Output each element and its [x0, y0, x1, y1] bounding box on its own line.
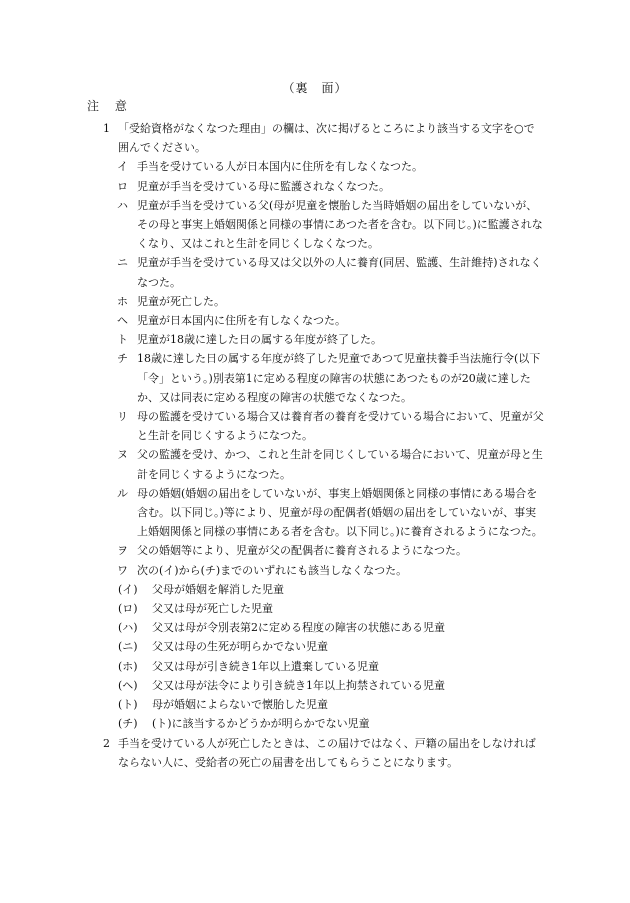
reason-item-ha	[103, 196, 545, 254]
reason-text: 児童が18歳に達した日の属する年度が終了した。	[137, 333, 382, 347]
reason-kana: ル	[117, 486, 128, 500]
sub-reason-label: (ハ)	[118, 621, 138, 635]
sub-reason-label: (ロ)	[118, 602, 138, 616]
sub-reason-label: (ホ)	[118, 659, 138, 673]
notes-content	[103, 119, 545, 772]
reason-item-nu	[103, 445, 545, 483]
reason-item-ro	[103, 177, 545, 196]
sub-reason-chi	[103, 714, 545, 733]
reason-text: 父の監護を受け、かつ、これと生計を同じくしている場合において、児童が母と生計を同じくするようになつた。	[137, 448, 543, 481]
sub-reason-text: 父又は母が引き続き1年以上遺棄している児童	[152, 659, 379, 673]
reason-text: 18歳に達した日の属する年度が終了した児童であつて児童扶養手当法施行令(以下「令」という。)別表第1に定める程度の障害の状態にあつたものが20歳に達したか、又は同表に定める程度の障害の状態でなくなつた。	[137, 352, 541, 404]
note-text: 「受給資格がなくなつた理由」の欄は、次に掲げるところにより該当する文字を○で囲んでください。	[118, 122, 535, 155]
note-number: 2	[103, 736, 110, 750]
reason-kana: ワ	[117, 563, 128, 577]
sub-reason-text: 母が婚姻によらないで懐胎した児童	[152, 698, 328, 712]
notes-label: 注 意	[87, 99, 133, 113]
reason-text: 児童が日本国内に住所を有しなくなつた。	[137, 314, 346, 328]
reason-item-wo	[103, 541, 545, 560]
sub-reason-text: 父母が婚姻を解消した児童	[152, 582, 284, 596]
reason-kana: ニ	[117, 256, 128, 270]
sub-reason-text: 父又は母の生死が明らかでない児童	[152, 640, 328, 654]
sub-reason-ho	[103, 657, 545, 676]
note-item-2	[103, 734, 545, 772]
reason-text: 手当を受けている人が日本国内に住所を有しなくなつた。	[137, 160, 423, 174]
reason-kana: ロ	[117, 179, 128, 193]
reason-item-ri	[103, 407, 545, 445]
reason-kana: ヌ	[117, 448, 128, 462]
sub-reason-he	[103, 676, 545, 695]
reason-item-wa	[103, 561, 545, 580]
reason-text: 父の婚姻等により、児童が父の配偶者に養育されるようになつた。	[137, 544, 467, 558]
reason-item-he	[103, 311, 545, 330]
reason-text: 母の婚姻(婚姻の届出をしていないが、事実上婚姻関係と同様の事情にある場合を含む。以下同じ。)等により、児童が母の配偶者(婚姻の届出をしていないが、事実上婚姻関係と同様の事情にある者を含む。以下同じ。)に養育されるようになつた。	[137, 486, 543, 539]
reason-kana: リ	[117, 410, 128, 424]
reason-text: 児童が手当を受けている母又は父以外の人に養育(同居、監護、生計維持)されなくなつた。	[137, 256, 542, 289]
reason-item-ru	[103, 484, 545, 542]
sub-reason-ni	[103, 637, 545, 656]
reason-text: 母の監護を受けている場合又は養育者の養育を受けている場合において、児童が父と生計を同じくするようになつた。	[137, 410, 544, 443]
sub-reason-ro	[103, 599, 545, 618]
sub-reason-label: (ヘ)	[118, 678, 138, 692]
sub-reason-text: 父又は母が法令により引き続き1年以上拘禁されている児童	[152, 678, 445, 692]
reason-kana: ヘ	[117, 314, 128, 328]
reason-text: 児童が手当を受けている父(母が児童を懐胎した当時婚姻の届出をしていないが、その母と事実上婚姻関係と同様の事情にあつた者を含む。以下同じ。)に監護されなくなり、又はこれと生計を同じくしなくなつた。	[137, 198, 543, 251]
note-item-1	[103, 119, 545, 157]
reason-kana: ハ	[117, 198, 128, 212]
sub-reason-label: (チ)	[118, 717, 138, 731]
reason-item-to	[103, 330, 545, 349]
reason-text: 児童が手当を受けている母に監護されなくなつた。	[137, 179, 390, 193]
reason-item-ho	[103, 292, 545, 311]
sub-reason-label: (ト)	[118, 698, 138, 712]
reason-kana: イ	[117, 160, 128, 174]
reason-item-ni	[103, 253, 545, 291]
reason-item-i	[103, 157, 545, 176]
reason-text: 児童が死亡した。	[137, 294, 225, 308]
reason-kana: ト	[117, 333, 128, 347]
reason-item-chi	[103, 349, 545, 407]
reason-kana: ホ	[117, 294, 128, 308]
sub-reason-label: (ニ)	[118, 640, 138, 654]
sub-reason-i	[103, 580, 545, 599]
sub-reason-text: 父又は母が死亡した児童	[152, 602, 273, 616]
sub-reason-text: (ト)に該当するかどうかが明らかでない児童	[152, 717, 370, 731]
note-number: 1	[103, 122, 110, 135]
reason-text: 次の(イ)から(チ)までのいずれにも該当しなくなつた。	[137, 563, 408, 577]
sub-reason-to	[103, 695, 545, 714]
sub-reason-text: 父又は母が令別表第2に定める程度の障害の状態にある児童	[152, 621, 445, 635]
sub-reason-ha	[103, 618, 545, 637]
sub-reason-label: (イ)	[118, 582, 138, 596]
note-text: 手当を受けている人が死亡したときは、この届けではなく、戸籍の届出をしなければならない人に、受給者の死亡の届書を出してもらうことになります。	[118, 736, 536, 769]
page-heading: （裏 面）	[282, 81, 348, 95]
reason-kana: ヲ	[117, 544, 128, 558]
reason-kana: チ	[117, 352, 128, 366]
